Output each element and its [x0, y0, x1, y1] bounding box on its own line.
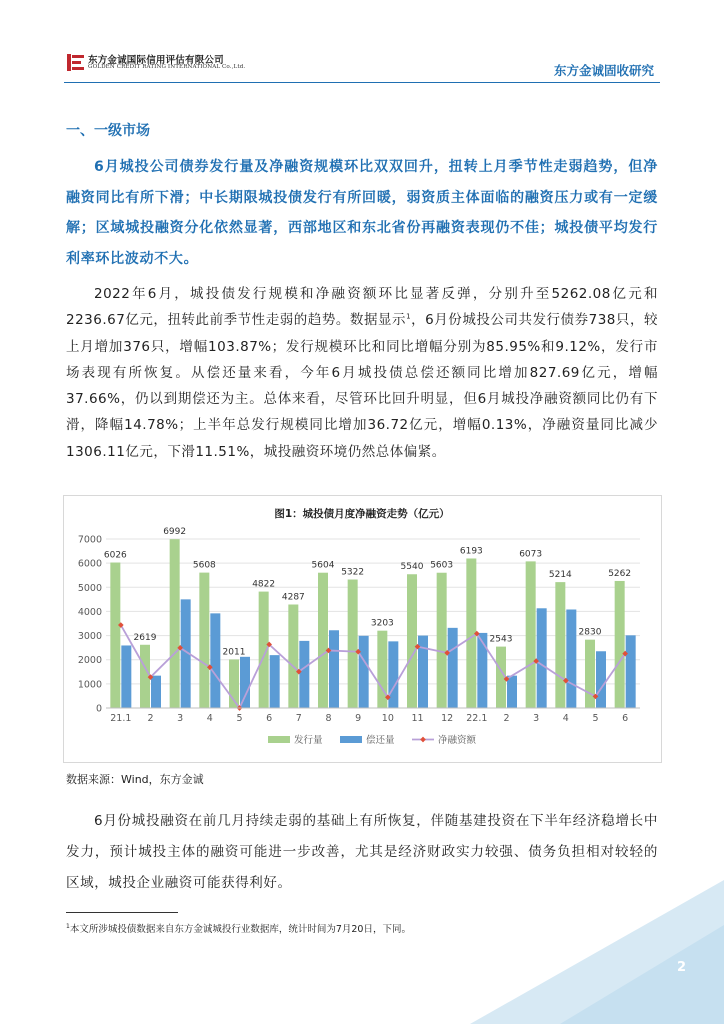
y-tick-label: 2000 [77, 655, 102, 667]
issuance-bar [437, 573, 447, 708]
issuance-bar [526, 561, 536, 708]
x-tick-label: 6 [266, 713, 273, 724]
issuance-bar [407, 574, 417, 708]
data-label: 2543 [489, 634, 513, 645]
company-name-cn: 东方金诚国际信用评估有限公司 [88, 55, 224, 66]
repayment-bar [626, 635, 636, 708]
x-tick-label: 10 [381, 713, 394, 724]
issuance-bar [288, 604, 298, 708]
repayment-bar [210, 613, 220, 708]
issuance-bar [348, 580, 358, 708]
y-tick-label: 4000 [77, 606, 102, 618]
data-label: 3203 [370, 618, 394, 629]
data-label: 6026 [103, 550, 127, 561]
issuance-bar [615, 581, 625, 708]
repayment-bar [359, 636, 369, 708]
chart-container [63, 495, 662, 763]
net-financing-polyline [121, 625, 625, 708]
data-label: 4822 [252, 579, 276, 590]
legend-label: 净融资额 [438, 735, 477, 746]
issuance-bar [318, 573, 328, 708]
x-tick-label: 3 [177, 713, 184, 724]
data-source: 数据来源：Wind，东方金诚 [66, 773, 204, 786]
footnote-divider [66, 912, 178, 913]
data-label: 5214 [548, 570, 572, 581]
x-tick-label: 4 [206, 713, 213, 724]
data-label: 5540 [400, 562, 424, 573]
repayment-bar [596, 651, 606, 708]
company-name-en: GOLDEN CREDIT RATING INTERNATIONAL Co.,Ltd. [88, 64, 246, 70]
summary-paragraph: 6月城投公司债券发行量及净融资规模环比双双回升，扭转上月季节性走弱趋势，但净融资同比有所下滑；中长期限城投债发行有所回暖，弱资质主体面临的融资压力或有一定缓解；区域城投融资分化依然显著，西部地区和东北省份再融资表现仍不佳；城投债平均发行利率环比波动不大。 [66, 159, 658, 267]
x-tick-label: 11 [411, 713, 424, 724]
data-label: 6992 [163, 527, 187, 538]
repayment-bar [240, 657, 250, 708]
x-tick-label: 7 [295, 713, 302, 724]
y-tick-label: 3000 [77, 631, 102, 643]
x-tick-label: 5 [592, 713, 599, 724]
repayment-bar [151, 676, 161, 708]
body-paragraph-1 [66, 281, 658, 465]
report-series-title: 东方金诚固收研究 [553, 63, 654, 78]
page-number: 2 [676, 960, 686, 975]
y-tick-label: 6000 [77, 558, 102, 570]
net-financing-chart [64, 496, 661, 762]
body-paragraph-2: 6月份城投融资在前几月持续走弱的基础上有所恢复，伴随基建投资在下半年经济稳增长中发力，预计城投主体的融资可能进一步改善，尤其是经济财政实力较强、债务负担相对较轻的区域，城投企业融资可能获得利好。 [66, 813, 658, 891]
footnote-marker: 1 [66, 922, 70, 930]
x-tick-label: 22.1 [466, 713, 488, 724]
data-label: 6193 [459, 546, 483, 557]
data-label: 2011 [222, 647, 246, 658]
issuance-bar [170, 539, 180, 708]
paragraph-text: ，6月份城投公司共发行债券738只，较上月增加376只，增幅103.87%；发行规模环比和同比增幅分别为85.95%和9.12%，发行市场表现有所恢复。从偿还量来看，今年6月城投债总偿还额同比增加827.69亿元，增幅37.66%，仍以到期偿还为主。总体来看，尽管环比回升明显，但6月城投净融资额同比仍有下滑，降幅14.78%；上半年总发行规模同比增加36.72亿元，增幅0.13%，净融资量同比减少1306.11亿元，下滑11.51%，城投融资环境仍然总体偏紧。 [66, 312, 659, 460]
x-tick-label: 4 [562, 713, 569, 724]
issuance-bar [585, 640, 595, 708]
x-tick-label: 12 [441, 713, 454, 724]
repayment-bar [566, 609, 576, 708]
data-label: 5262 [608, 568, 632, 579]
company-logo-icon [66, 53, 85, 72]
repayment-bar [537, 608, 547, 708]
section-title: 一、一级市场 [66, 123, 150, 139]
x-tick-label: 8 [325, 713, 332, 724]
y-tick-label: 5000 [77, 582, 102, 594]
data-label: 5322 [341, 567, 365, 578]
x-tick-label: 3 [533, 713, 540, 724]
data-label: 6073 [519, 549, 543, 560]
data-label: 2619 [133, 632, 157, 643]
repayment-bar [477, 633, 487, 708]
x-tick-label: 2 [147, 713, 154, 724]
paragraph-text: 2022年6月，城投债发行规模和净融资额环比显著反弹，分别升至5262.08亿元和2236.67亿元，扭转此前季节性走弱的趋势。数据显示 [66, 286, 658, 329]
x-tick-label: 6 [622, 713, 629, 724]
repayment-bar [121, 645, 131, 708]
chart-legend [268, 734, 477, 746]
legend-marker [420, 737, 426, 743]
data-label: 5604 [311, 560, 335, 571]
legend-label: 偿还量 [366, 735, 395, 746]
y-tick-label: 7000 [77, 534, 102, 546]
header-divider [64, 82, 660, 83]
x-tick-label: 21.1 [110, 713, 132, 724]
legend-swatch [340, 736, 362, 743]
chart-title: 图1：城投债月度净融资走势（亿元） [274, 508, 450, 520]
footnote-ref[interactable]: 1 [406, 312, 412, 321]
page-header [0, 0, 724, 84]
footnote [66, 921, 411, 935]
repayment-bar [299, 641, 309, 708]
data-label: 4287 [281, 592, 305, 603]
issuance-bar [377, 631, 387, 708]
repayment-bar [329, 630, 339, 708]
y-tick-label: 1000 [77, 679, 102, 691]
y-tick-label: 0 [95, 703, 102, 715]
data-label: 5608 [192, 560, 216, 571]
repayment-bar [448, 628, 458, 708]
issuance-bar [199, 573, 209, 708]
x-tick-label: 5 [236, 713, 243, 724]
data-label: 2830 [578, 627, 602, 638]
repayment-bar [270, 655, 280, 708]
x-tick-label: 2 [503, 713, 510, 724]
x-tick-label: 9 [355, 713, 362, 724]
legend-label: 发行量 [294, 735, 323, 746]
footnote-text: 本文所涉城投债数据来自东方金诚城投行业数据库，统计时间为7月20日，下同。 [69, 924, 411, 935]
issuance-bar [110, 563, 120, 708]
issuance-bar [555, 582, 565, 708]
repayment-bar [507, 676, 517, 708]
data-label: 5603 [430, 560, 454, 571]
legend-swatch [268, 736, 290, 743]
